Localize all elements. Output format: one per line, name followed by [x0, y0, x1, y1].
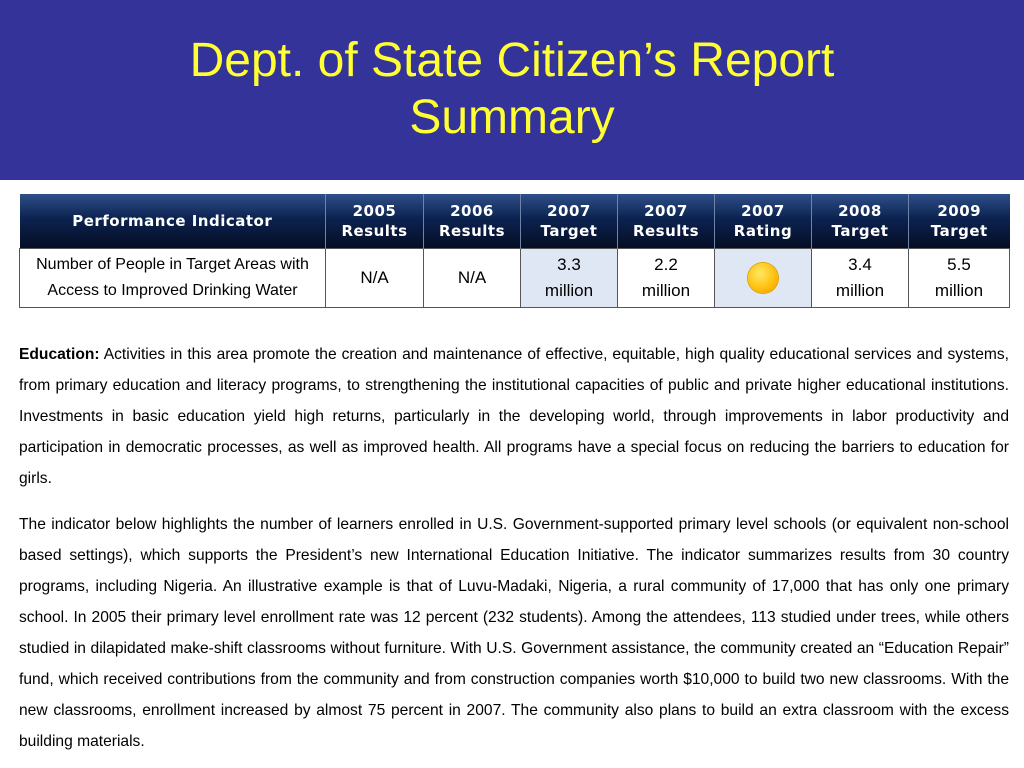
cell-2005-results: N/A: [326, 249, 424, 308]
indicator-paragraph: The indicator below highlights the number of learners enrolled in U.S. Government-supported primary level schools (or equivalent non-school based settings), which supports the President’s new International Education Initiative. The indicator summarizes results from 30 country programs, including Nigeria. An illustrative example is that of Luvu-Madaki, Nigeria, a rural community of 17,000 that has only one primary school. In 2005 their primary level enrollment rate was 12 percent (232 students). Among the attendees, 113 studied under trees, while others studied in dilapidated make-shift classrooms without furniture. With U.S. Government assistance, the community created an “Education Repair” fund, which received contributions from the community and from construction companies worth $10,000 to build two new classrooms. With the new classrooms, enrollment increased by almost 75 percent in 2007. The community also plans to build an extra classroom with the excess building materials.: [19, 516, 1009, 750]
education-label: Education:: [19, 346, 100, 363]
header-2008-target: 2008 Target: [812, 194, 909, 249]
header-performance-indicator: Performance Indicator: [20, 194, 326, 249]
cell-2007-results: 2.2 million: [618, 249, 715, 308]
cell-2007-target: 3.3 million: [521, 249, 618, 308]
education-paragraph: [19, 339, 1009, 494]
table-row: [20, 249, 1010, 308]
education-text: Activities in this area promote the creation and maintenance of effective, equitable, high quality educational services and systems, from primary education and literacy programs, to strengthening the institutional capacities of public and private higher educational institutions. Investments in basic education yield high returns, particularly in the developing world, through improvements in labor productivity and participation in democratic processes, as well as improved health. All programs have a special focus on reducing the barriers to education for girls.: [19, 346, 1009, 487]
header-2007-rating: 2007 Rating: [715, 194, 812, 249]
cell-2009-target: 5.5 million: [909, 249, 1010, 308]
cell-2007-rating: [715, 249, 812, 308]
slide-title-line2: Summary: [409, 91, 615, 144]
title-bar: [0, 0, 1024, 180]
header-2006-results: 2006 Results: [424, 194, 521, 249]
header-2005-results: 2005 Results: [326, 194, 424, 249]
sun-icon: [748, 263, 778, 293]
slide-title-line1: Dept. of State Citizen’s Report: [189, 34, 835, 87]
cell-indicator: Number of People in Target Areas with Access to Improved Drinking Water: [20, 249, 326, 308]
header-2009-target: 2009 Target: [909, 194, 1010, 249]
header-2007-target: 2007 Target: [521, 194, 618, 249]
slide-title: [0, 32, 1024, 146]
header-2007-results: 2007 Results: [618, 194, 715, 249]
cell-2006-results: N/A: [424, 249, 521, 308]
cell-2008-target: 3.4 million: [812, 249, 909, 308]
performance-table: [19, 194, 1010, 308]
table-header-row: [20, 194, 1010, 249]
